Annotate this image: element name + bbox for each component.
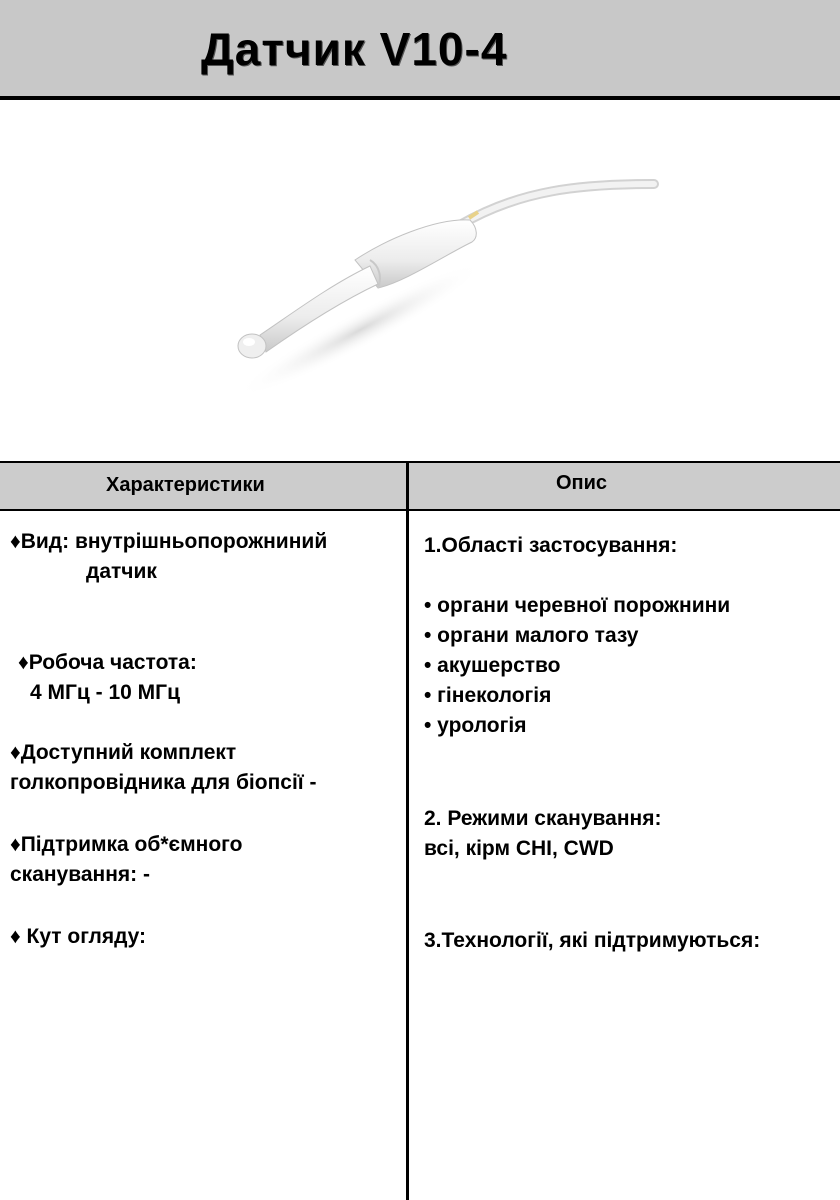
modes-value: всі, кірм CHI, CWD: [424, 837, 614, 860]
list-item: • акушерство: [424, 654, 561, 677]
frequency-label: ♦Робоча частота:: [18, 651, 197, 674]
technologies-heading: 3.Технології, які підтримуються:: [424, 929, 761, 952]
probe-image: [220, 170, 670, 400]
header-description: Опис: [556, 472, 608, 494]
type-line-2: датчик: [86, 560, 157, 583]
characteristic-type: [10, 527, 327, 587]
modes-heading: 2. Режими сканування:: [424, 807, 662, 830]
header-characteristics: Характеристики: [106, 474, 265, 496]
list-item: • гінекологія: [424, 684, 552, 707]
volume-line-1: ♦Підтримка об*ємного: [10, 833, 243, 856]
angle-label: ♦ Кут огляду:: [10, 925, 147, 948]
volume-line-2: сканування: -: [10, 863, 150, 886]
title-banner: [0, 0, 840, 100]
characteristic-angle: [10, 922, 146, 952]
characteristic-volume: [10, 830, 242, 890]
column-divider: [406, 461, 409, 1200]
areas-list: [424, 591, 730, 741]
list-item: • органи малого тазу: [424, 624, 639, 647]
table-header-rule: [0, 509, 840, 511]
biopsy-line-2: голкопровідника для біопсії -: [10, 771, 317, 794]
list-item: • органи черевної порожнини: [424, 594, 731, 617]
characteristic-frequency: [18, 648, 197, 708]
list-item: • урологія: [424, 714, 527, 737]
modes-section: [424, 804, 661, 864]
frequency-value: 4 МГц - 10 МГц: [30, 681, 180, 704]
type-line-1: ♦Вид: внутрішньопорожниний: [10, 530, 328, 553]
biopsy-line-1: ♦Доступний комплект: [10, 741, 237, 764]
page-title: Датчик V10-4: [201, 23, 508, 75]
areas-heading: 1.Області застосування:: [424, 534, 678, 557]
characteristic-biopsy: [10, 738, 317, 798]
